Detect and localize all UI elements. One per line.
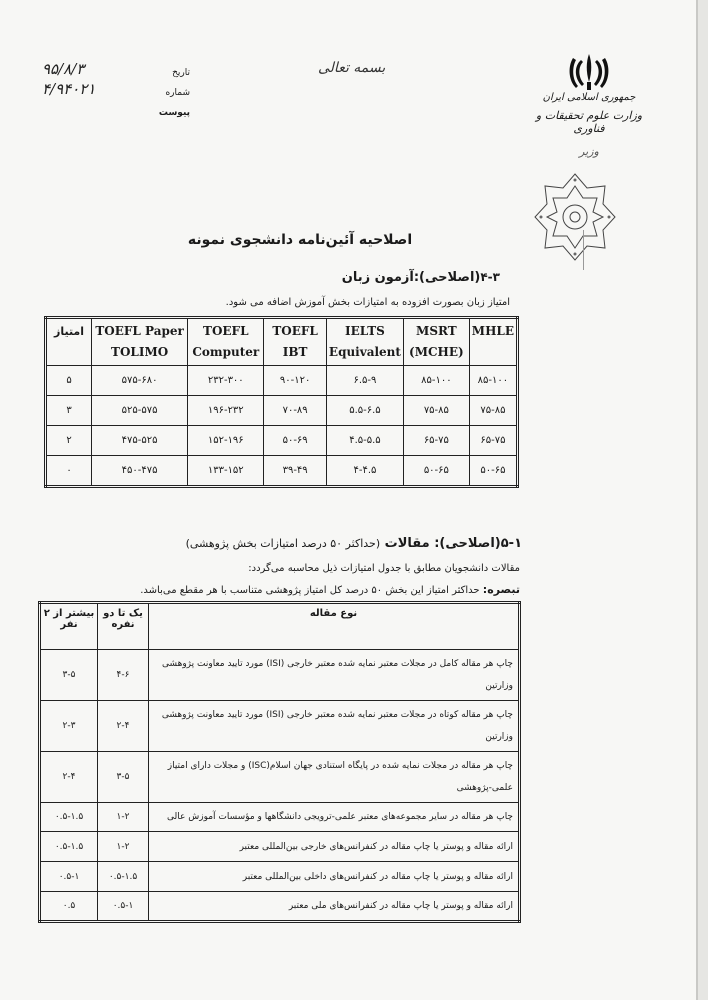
language-section-heading <box>342 270 500 285</box>
table-row <box>40 892 520 922</box>
date-row <box>40 58 190 78</box>
table-cell: ۳-۵ <box>40 650 98 701</box>
table-row <box>40 650 520 701</box>
table-cell: ۲-۴ <box>40 752 98 803</box>
table-cell: ۵۰-۶۵ <box>403 456 469 487</box>
iran-emblem-icon <box>568 52 610 92</box>
table-cell: ۰ <box>46 456 92 487</box>
table-row <box>46 456 518 487</box>
column-header: یک تا دو نفره <box>98 603 149 650</box>
table-cell: ۷۰-۸۹ <box>264 396 327 426</box>
table-cell: ۶۵-۷۵ <box>469 426 517 456</box>
attachment-row <box>40 98 190 118</box>
table-cell: ۰.۵ <box>40 892 98 922</box>
articles-heading-text: ۵-۱(اصلاحی): مقالات <box>384 536 522 551</box>
table-cell: ۲ <box>46 426 92 456</box>
remark-text: حداکثر امتیاز این بخش ۵۰ درصد کل امتیاز پژوهشی متناسب با هر مقطع می‌باشد. <box>140 585 480 596</box>
column-header: TOEFL Computer <box>188 318 264 366</box>
table-row <box>46 396 518 426</box>
table-cell: ۶.۵-۹ <box>326 366 403 396</box>
column-header: TOEFL Paper TOLIMO <box>92 318 188 366</box>
ornament-icon <box>533 170 617 264</box>
table-row <box>40 752 520 803</box>
ministry-letterhead <box>530 92 648 158</box>
articles-section-heading <box>186 536 522 551</box>
articles-score-table <box>38 601 521 923</box>
table-cell: ۵۰-۶۹ <box>264 426 327 456</box>
table-cell: ارائه مقاله و پوستر یا چاپ مقاله در کنفرانس‌های داخلی بین‌المللی معتبر <box>149 862 520 892</box>
table-cell: ۲-۳ <box>40 701 98 752</box>
table-cell: ۱-۲ <box>98 832 149 862</box>
table-row <box>40 832 520 862</box>
language-note: امتیاز زبان بصورت افزوده به امتیازات بخش آموزش اضافه می شود. <box>225 297 510 308</box>
table-cell: ۶۵-۷۵ <box>403 426 469 456</box>
table-cell: ارائه مقاله و پوستر یا چاپ مقاله در کنفرانس‌های خارجی بین‌المللی معتبر <box>149 832 520 862</box>
table-row <box>40 862 520 892</box>
table-cell: ۱-۲ <box>98 803 149 832</box>
table-cell: ۳-۵ <box>98 752 149 803</box>
articles-remark <box>140 583 520 596</box>
table-cell: ارائه مقاله و پوستر یا چاپ مقاله در کنفرانس‌های ملی معتبر <box>149 892 520 922</box>
table-cell: ۱۳۳-۱۵۲ <box>188 456 264 487</box>
table-row <box>46 426 518 456</box>
table-cell: چاپ هر مقاله کوتاه در مجلات معتبر نمایه شده معتبر خارجی (ISI) مورد تایید معاونت پژوهشی وزارتین <box>149 701 520 752</box>
table-cell: ۴-۶ <box>98 650 149 701</box>
ministry-country: جمهوری اسلامی ایران <box>542 92 636 103</box>
number-label: شماره <box>165 88 190 98</box>
table-cell: ۵۰-۶۵ <box>469 456 517 487</box>
table-cell: ۵ <box>46 366 92 396</box>
column-header: MSRT (MCHE) <box>403 318 469 366</box>
table-cell: ۴۵۰-۴۷۵ <box>92 456 188 487</box>
table-cell: ۴-۴.۵ <box>326 456 403 487</box>
table-cell: ۸۵-۱۰۰ <box>403 366 469 396</box>
table-cell: ۸۵-۱۰۰ <box>469 366 517 396</box>
table-cell: چاپ هر مقاله در سایر مجموعه‌های معتبر علمی-ترویجی دانشگاهها و مؤسسات آموزش عالی <box>149 803 520 832</box>
table-cell: چاپ هر مقاله در مجلات نمایه شده در پایگاه استنادی جهان اسلام(ISC) و مجلات دارای امتیاز علمی-پژوهشی <box>149 752 520 803</box>
language-heading-number: ۴-۳ <box>480 270 500 284</box>
table-row <box>46 366 518 396</box>
table-cell: ۳ <box>46 396 92 426</box>
ministry-name: وزارت علوم تحقیقات و فناوری <box>535 109 643 135</box>
table-row <box>40 701 520 752</box>
table-cell: ۰.۵-۱.۵ <box>40 832 98 862</box>
page-edge <box>698 0 708 1000</box>
remark-label: تبصره: <box>482 583 520 596</box>
attachment-label: پیوست <box>158 108 190 118</box>
table-cell: ۵۷۵-۶۸۰ <box>92 366 188 396</box>
table-cell: ۷۵-۸۵ <box>403 396 469 426</box>
document-title: اصلاحیه آئین‌نامه دانشجوی نمونه <box>187 232 413 248</box>
table-cell: ۲-۴ <box>98 701 149 752</box>
table-row <box>40 803 520 832</box>
column-header: TOEFL IBT <box>264 318 327 366</box>
language-heading-text: (اصلاحی):آزمون زبان <box>341 270 481 285</box>
ministry-minister: وزیر <box>579 145 599 158</box>
column-header: بیشتر از ۲ نفر <box>40 603 98 650</box>
column-header: IELTS Equivalent <box>326 318 403 366</box>
table-cell: ۴.۵-۵.۵ <box>326 426 403 456</box>
letter-meta <box>40 58 190 118</box>
table-cell: ۰.۵-۱ <box>98 892 149 922</box>
table-cell: ۱۹۶-۲۳۲ <box>188 396 264 426</box>
table-cell: ۹۰-۱۲۰ <box>264 366 327 396</box>
column-header: نوع مقاله <box>149 603 520 650</box>
table-cell: چاپ هر مقاله کامل در مجلات معتبر نمایه شده معتبر خارجی (ISI) مورد تایید معاونت پژوهشی وزارتین <box>149 650 520 701</box>
articles-heading-sub: (حداکثر ۵۰ درصد امتیازات بخش پژوهشی) <box>185 537 381 550</box>
column-header: MHLE <box>469 318 517 366</box>
date-label: تاریخ <box>172 68 190 78</box>
table-cell: ۷۵-۸۵ <box>469 396 517 426</box>
table-cell: ۴۷۵-۵۲۵ <box>92 426 188 456</box>
bismillah: بسمه تعالی <box>318 60 386 76</box>
number-value: ۴/۹۴۰۲۱ <box>42 80 96 98</box>
table-cell: ۳۹-۴۹ <box>264 456 327 487</box>
ornament-divider <box>583 230 584 270</box>
date-value: ۹۵/۸/۳ <box>42 60 85 78</box>
table-cell: ۵.۵-۶.۵ <box>326 396 403 426</box>
table-cell: ۰.۵-۱.۵ <box>40 803 98 832</box>
page-fold-line <box>696 0 698 1000</box>
table-cell: ۲۳۲-۳۰۰ <box>188 366 264 396</box>
number-row <box>40 78 190 98</box>
table-cell: ۱۵۲-۱۹۶ <box>188 426 264 456</box>
column-header: امتیاز <box>46 318 92 366</box>
table-header-row <box>40 603 520 650</box>
table-header-row <box>46 318 518 366</box>
articles-note: مقالات دانشجویان مطابق با جدول امتیازات ذیل محاسبه می‌گردد: <box>248 563 520 574</box>
language-score-table <box>44 316 519 488</box>
table-cell: ۵۲۵-۵۷۵ <box>92 396 188 426</box>
table-cell: ۰.۵-۱.۵ <box>98 862 149 892</box>
table-cell: ۰.۵-۱ <box>40 862 98 892</box>
